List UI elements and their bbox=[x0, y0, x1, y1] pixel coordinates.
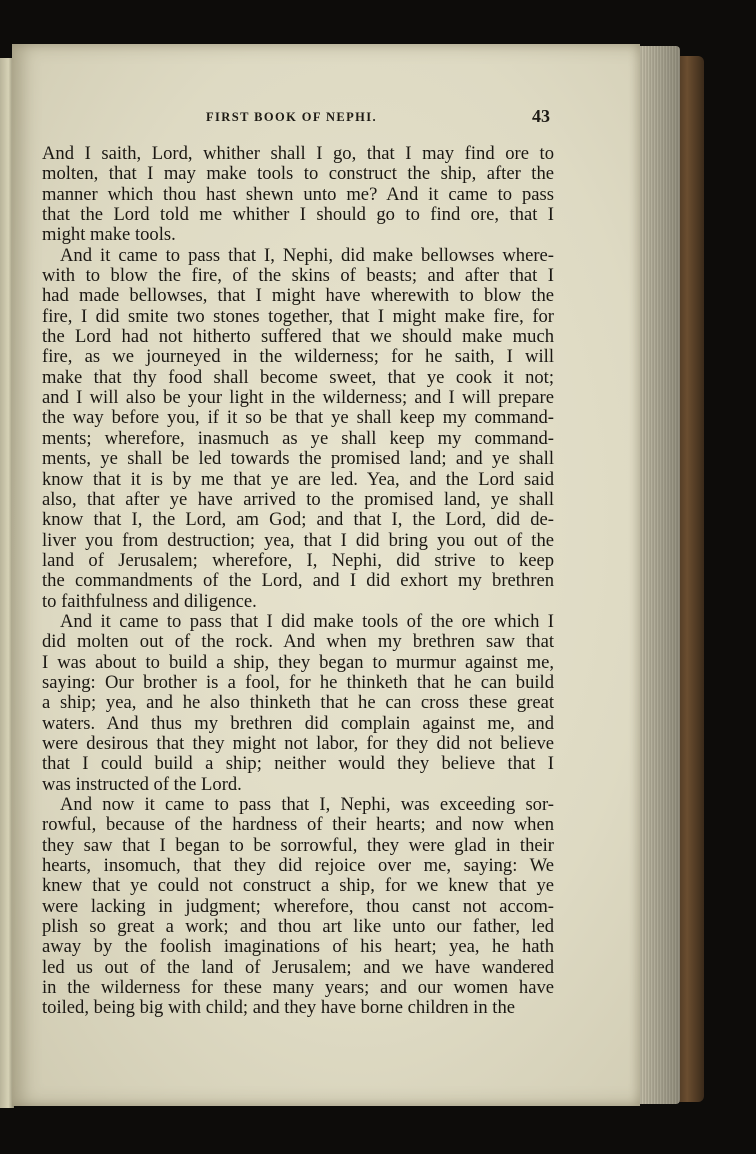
text-line: to faithfulness and diligence. bbox=[42, 590, 257, 612]
text-line: hearts, insomuch, that they did rejoice over me, saying: We bbox=[42, 855, 554, 877]
book-page bbox=[12, 44, 640, 1106]
text-line: in the wilderness for these many years; and our women have bbox=[42, 977, 554, 999]
text-line: fire, as we journeyed in the wilderness; for he saith, I will bbox=[42, 346, 554, 368]
page-number: 43 bbox=[532, 106, 550, 126]
text-line: were lacking in judgment; wherefore, thou canst not accom- bbox=[42, 895, 554, 917]
text-line: and I will also be your light in the wilderness; and I will prepare bbox=[42, 387, 554, 409]
text-line: might make tools. bbox=[42, 224, 176, 246]
running-title: FIRST BOOK OF NEPHI. bbox=[206, 110, 378, 124]
paragraph bbox=[42, 144, 554, 246]
text-line: land of Jerusalem; wherefore, I, Nephi, did strive to keep bbox=[42, 549, 554, 571]
text-line: led us out of the land of Jerusalem; and we have wandered bbox=[42, 956, 554, 978]
text-line: the Lord had not hitherto suffered that we should make much bbox=[42, 326, 554, 348]
paragraph bbox=[42, 246, 554, 612]
text-line: with to blow the fire, of the skins of beasts; and after that I bbox=[42, 265, 554, 287]
text-line: fire, I did smite two stones together, that I might make fire, for bbox=[42, 305, 554, 327]
text-line: saying: Our brother is a fool, for he thinketh that he can build bbox=[42, 671, 554, 693]
text-line: And it came to pass that I, Nephi, did make bellowses where- bbox=[60, 244, 554, 266]
text-line: manner which thou hast shewn unto me? And it came to pass bbox=[42, 183, 554, 205]
text-line: ments, ye shall be led towards the promised land; and ye shall bbox=[42, 448, 554, 470]
paragraph bbox=[42, 612, 554, 795]
text-line: molten, that I may make tools to construct the ship, after the bbox=[42, 163, 554, 185]
text-line: rowful, because of the hardness of their hearts; and now when bbox=[42, 814, 554, 836]
text-line: plish so great a work; and thou art like unto our father, led bbox=[42, 916, 554, 938]
text-line: I was about to build a ship, they began to murmur against me, bbox=[42, 651, 554, 673]
text-line: know that it is by me that ye are led. Yea, and the Lord said bbox=[42, 468, 554, 490]
text-line: the commandments of the Lord, and I did exhort my brethren bbox=[42, 570, 554, 592]
text-line: away by the foolish imaginations of his heart; yea, he hath bbox=[42, 936, 554, 958]
text-line: And now it came to pass that I, Nephi, was exceeding sor- bbox=[60, 794, 554, 815]
text-line: liver you from destruction; yea, that I did bring you out of the bbox=[42, 529, 554, 551]
text-line: that the Lord told me whither I should go to find ore, that I bbox=[42, 204, 554, 226]
paragraph bbox=[42, 795, 554, 1019]
book-cover bbox=[676, 56, 704, 1102]
text-line: also, that after ye have arrived to the promised land, ye shall bbox=[42, 488, 554, 510]
text-line: a ship; yea, and he also thinketh that he can cross these great bbox=[42, 692, 554, 714]
text-line: And it came to pass that I did make tools of the ore which I bbox=[60, 610, 554, 632]
text-line: waters. And thus my brethren did complain against me, and bbox=[42, 712, 554, 734]
text-line: did molten out of the rock. And when my brethren saw that bbox=[42, 631, 554, 653]
text-line: had made bellowses, that I might have wherewith to blow the bbox=[42, 285, 554, 307]
text-line: make that thy food shall become sweet, that ye cook it not; bbox=[42, 366, 554, 388]
text-line: the way before you, if it so be that ye shall keep my command- bbox=[42, 407, 554, 429]
text-line: And I saith, Lord, whither shall I go, that I may find ore to bbox=[42, 143, 554, 164]
body-text bbox=[42, 144, 554, 1019]
page-edges bbox=[636, 46, 680, 1104]
text-line: was instructed of the Lord. bbox=[42, 773, 242, 795]
text-line: ments; wherefore, inasmuch as ye shall keep my command- bbox=[42, 427, 554, 449]
running-head bbox=[12, 106, 640, 126]
text-line: toiled, being big with child; and they have borne children in the bbox=[42, 997, 515, 1019]
text-line: that I could build a ship; neither would they believe that I bbox=[42, 753, 554, 775]
text-line: they saw that I began to be sorrowful, they were glad in their bbox=[42, 834, 554, 856]
text-line: know that I, the Lord, am God; and that I, the Lord, did de- bbox=[42, 509, 554, 531]
text-line: were desirous that they might not labor, for they did not believe bbox=[42, 732, 554, 754]
text-line: knew that ye could not construct a ship, for we knew that ye bbox=[42, 875, 554, 897]
